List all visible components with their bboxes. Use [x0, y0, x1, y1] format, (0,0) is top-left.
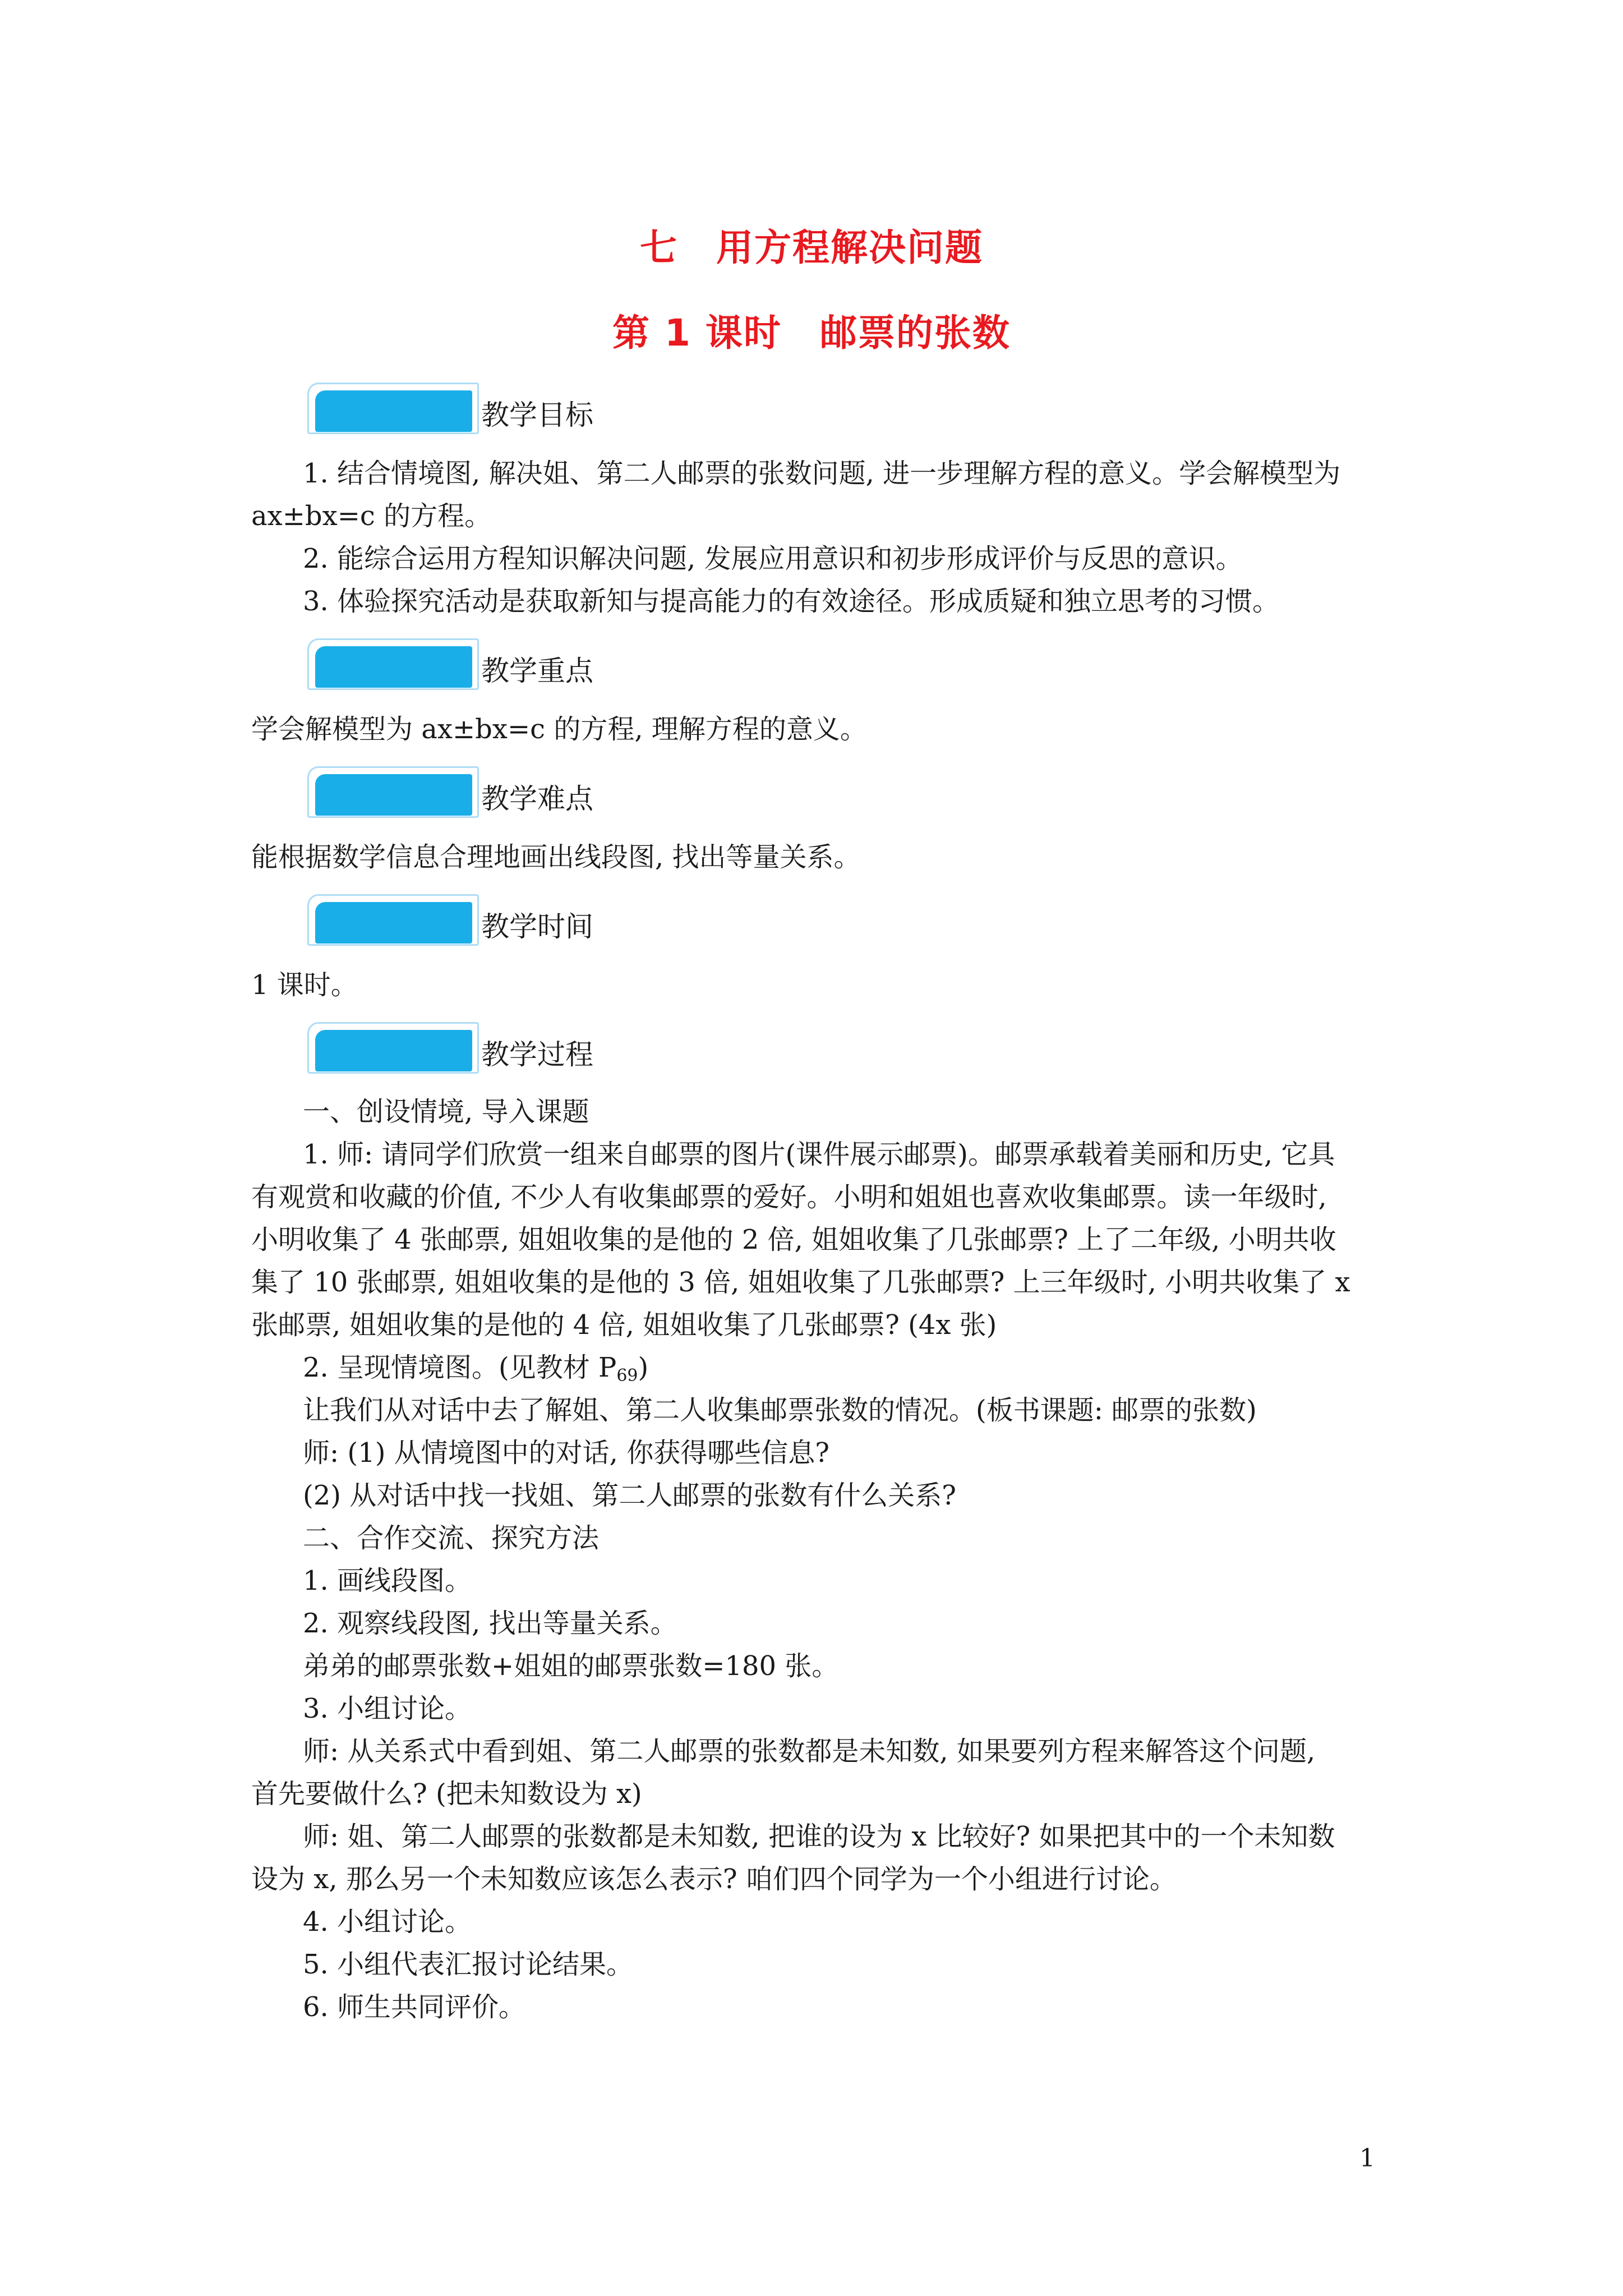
- process-line: 6. 师生共同评价。: [303, 1991, 526, 2023]
- chapter-title: 七 用方程解决问题: [640, 226, 983, 269]
- section-header-process: [307, 1022, 812, 1074]
- process-line: 张邮票, 姐姐收集的是他的 4 倍, 姐姐收集了几张邮票? (4x 张): [251, 1309, 997, 1341]
- process-line-textbook-ref: [303, 1350, 648, 1394]
- section-header-difficulties: [307, 766, 812, 818]
- section-label-objectives: 教学目标: [481, 399, 593, 431]
- process-line: 小明收集了 4 张邮票, 姐姐收集的是他的 2 倍, 姐姐收集了几张邮票? 上了二年级, 小明共收: [251, 1224, 1336, 1255]
- textbook-ref-text: 2. 呈现情境图。(见教材 P: [303, 1352, 617, 1383]
- section-header-key-points: [307, 638, 812, 690]
- process-line: (2) 从对话中找一找姐、第二人邮票的张数有什么关系?: [303, 1480, 956, 1511]
- section-badge-fill: [315, 390, 472, 432]
- objective-item-1: 1. 结合情境图, 解决姐、第二人邮票的张数问题, 进一步理解方程的意义。学会解模型为: [303, 458, 1341, 489]
- textbook-page-subscript: 69: [616, 1366, 638, 1386]
- process-line: 师: 从关系式中看到姐、第二人邮票的张数都是未知数, 如果要列方程来解答这个问题,: [303, 1736, 1316, 1767]
- section-badge-fill: [315, 774, 472, 816]
- section-label-process: 教学过程: [481, 1038, 593, 1071]
- objective-item-2: 2. 能综合运用方程知识解决问题, 发展应用意识和初步形成评价与反思的意识。: [303, 543, 1243, 574]
- section-badge-fill: [315, 902, 472, 944]
- key-points-text: 学会解模型为 ax±bx=c 的方程, 理解方程的意义。: [251, 714, 867, 745]
- process-line: 有观赏和收藏的价值, 不少人有收集邮票的爱好。小明和姐姐也喜欢收集邮票。读一年级时,: [251, 1181, 1327, 1213]
- process-heading-1: 一、创设情境, 导入课题: [303, 1096, 589, 1128]
- process-line: 集了 10 张邮票, 姐姐收集的是他的 3 倍, 姐姐收集了几张邮票? 上三年级时, 小明共收集了 x: [251, 1267, 1350, 1298]
- lesson-title: 第 1 课时 邮票的张数: [612, 311, 1011, 355]
- section-label-time: 教学时间: [481, 910, 593, 943]
- process-line: 1. 师: 请同学们欣赏一组来自邮票的图片(课件展示邮票)。邮票承载着美丽和历史, 它具: [303, 1139, 1335, 1170]
- process-heading-2: 二、合作交流、探究方法: [303, 1522, 600, 1554]
- process-line: 5. 小组代表汇报讨论结果。: [303, 1949, 634, 1980]
- section-header-time: [307, 894, 812, 946]
- objective-item-3: 3. 体验探究活动是获取新知与提高能力的有效途径。形成质疑和独立思考的习惯。: [303, 586, 1280, 617]
- section-label-difficulties: 教学难点: [481, 783, 593, 815]
- process-line: 2. 观察线段图, 找出等量关系。: [303, 1608, 677, 1639]
- difficulties-text: 能根据数学信息合理地画出线段图, 找出等量关系。: [251, 841, 861, 873]
- process-line: 3. 小组讨论。: [303, 1693, 472, 1724]
- process-line: 弟弟的邮票张数+姐姐的邮票张数=180 张。: [303, 1650, 839, 1682]
- process-line: 1. 画线段图。: [303, 1565, 472, 1596]
- time-text: 1 课时。: [251, 969, 358, 1001]
- section-label-key-points: 教学重点: [481, 655, 593, 687]
- process-line: 师: 姐、第二人邮票的张数都是未知数, 把谁的设为 x 比较好? 如果把其中的一个未知数: [303, 1821, 1335, 1852]
- textbook-ref-close: ): [638, 1352, 649, 1383]
- section-badge-fill: [315, 646, 472, 688]
- process-line: 让我们从对话中去了解姐、第二人收集邮票张数的情况。(板书课题: 邮票的张数): [303, 1395, 1257, 1426]
- section-header-objectives: [307, 383, 812, 434]
- process-line: 首先要做什么? (把未知数设为 x): [251, 1778, 642, 1810]
- process-line: 师: (1) 从情境图中的对话, 你获得哪些信息?: [303, 1437, 829, 1469]
- section-badge-fill: [315, 1030, 472, 1071]
- objective-item-1-continued: ax±bx=c 的方程。: [251, 500, 492, 532]
- process-line: 4. 小组讨论。: [303, 1906, 472, 1938]
- process-line: 设为 x, 那么另一个未知数应该怎么表示? 咱们四个同学为一个小组进行讨论。: [251, 1864, 1177, 1895]
- page-number: 1: [1359, 2144, 1375, 2173]
